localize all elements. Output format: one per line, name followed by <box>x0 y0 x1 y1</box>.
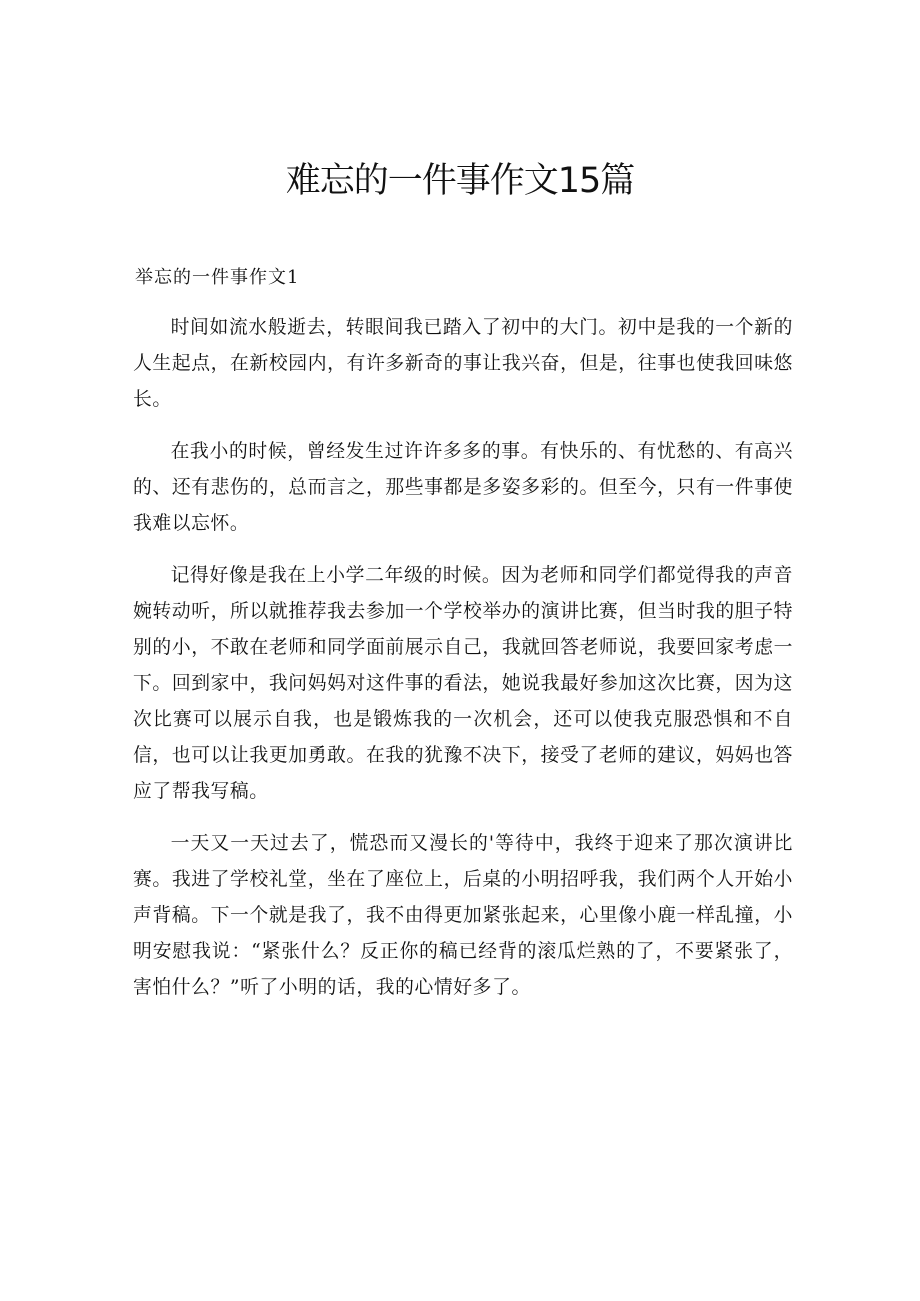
paragraph: 记得好像是我在上小学二年级的时候。因为老师和同学们都觉得我的声音婉转动听，所以就推荐我去参加一个学校举办的演讲比赛，但当时我的胆子特别的小，不敢在老师和同学面前展示自己，我就回答老师说，我要回家考虑一下。回到家中，我问妈妈对这件事的看法，她说我最好参加这次比赛，因为这次比赛可以展示自我，也是锻炼我的一次机会，还可以使我克服恐惧和不自信，也可以让我更加勇敢。在我的犹豫不决下，接受了老师的建议，妈妈也答应了帮我写稿。 <box>133 565 793 802</box>
paragraph: 时间如流水般逝去，转眼间我已踏入了初中的大门。初中是我的一个新的人生起点，在新校园内，有许多新奇的事让我兴奋，但是，往事也使我回味悠长。 <box>133 317 793 410</box>
document-body <box>133 310 793 1022</box>
paragraph: 在我小的时候，曾经发生过许许多多的事。有快乐的、有忧愁的、有高兴的、还有悲伤的，总而言之，那些事都是多姿多彩的。但至今，只有一件事使我难以忘怀。 <box>133 441 793 534</box>
paragraph: 一天又一天过去了，慌恐而又漫长的'等待中，我终于迎来了那次演讲比赛。我进了学校礼堂，坐在了座位上，后桌的小明招呼我，我们两个人开始小声背稿。下一个就是我了，我不由得更加紧张起来，心里像小鹿一样乱撞，小明安慰我说：“紧张什么？反正你的稿已经背的滚瓜烂熟的了，不要紧张了，害怕什么？”听了小明的话，我的心情好多了。 <box>133 833 793 998</box>
section-heading: 举忘的一件事作文1 <box>135 267 300 288</box>
document-title: 难忘的一件事作文15篇 <box>285 161 635 201</box>
